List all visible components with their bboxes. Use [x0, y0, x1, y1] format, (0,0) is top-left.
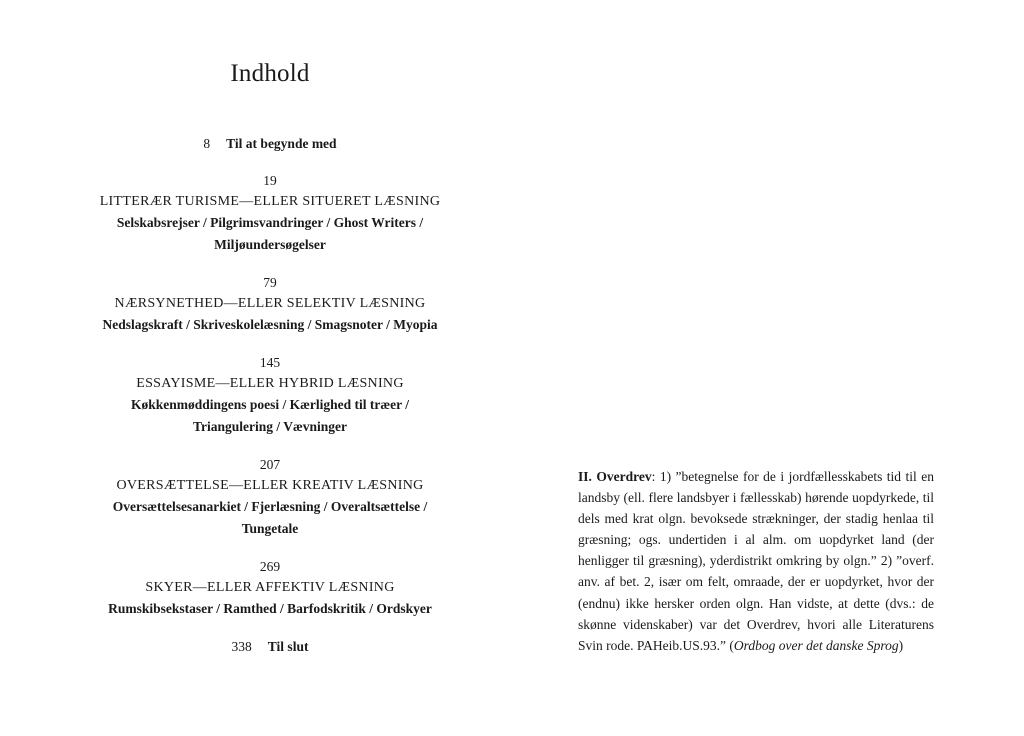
toc-section-1[interactable]	[60, 171, 480, 255]
toc-entry-intro[interactable]	[60, 136, 480, 152]
toc-section-page: 79	[263, 275, 277, 290]
definition-close: )	[898, 637, 904, 653]
toc-section-subtopics: Selskabsrejser / Pilgrimsvandringer / Ghost Writers / Miljøundersøgelser	[116, 215, 424, 252]
toc-section-2[interactable]	[60, 273, 480, 336]
toc-section-page: 19	[263, 173, 277, 188]
toc-title: Indhold	[230, 60, 310, 87]
toc-page	[60, 0, 480, 736]
toc-section-5[interactable]	[60, 557, 480, 620]
toc-section-heading: OVERSÆTTELSE—ELLER KREATIV LÆSNING	[116, 478, 424, 493]
toc-section-subtopics: Nedslagskraft / Skriveskolelæsning / Smagsnoter / Myopia	[102, 317, 438, 332]
toc-section-subtopics: Køkkenmøddingens poesi / Kærlighed til træer / Triangulering / Vævninger	[130, 397, 410, 434]
toc-section-subtopics: Rumskibsekstaser / Ramthed / Barfodskritik / Ordskyer	[108, 601, 432, 616]
toc-entry-outro[interactable]	[60, 639, 480, 655]
definition-source: Ordbog over det danske Sprog	[733, 637, 899, 653]
toc-section-heading: ESSAYISME—ELLER HYBRID LÆSNING	[136, 376, 404, 391]
toc-outro-page: 338	[231, 639, 252, 654]
definition-body: : 1) ”betegnelse for de i jordfællesskabets tid til en landsby (ell. flere landsbyer i fællesskab) hørende uopdyrkede, til dels med krat olgn. bevoksede strækninger, der stadig henlaa til græsning; ogs. undertiden i al alm. om uopdyrket land (der henligger til græsning), yderdistrikt omkring by olgn.” 2) ”overf. anv. af bet. 2, især om felt, omraade, der er uopdyrket, hvor der (endnu) ikke hersker orden olgn. Han vidste, at dette (dvs.: de skønne videnskaber) var det Overdrev, hvori alle Literaturens Svin rode. PAHeib.US.93.” (	[578, 469, 934, 653]
definition-block	[578, 466, 934, 656]
definition-term: II. Overdrev	[578, 469, 652, 484]
toc-outro-label: Til slut	[267, 639, 309, 654]
toc-intro-label: Til at begynde med	[226, 136, 337, 151]
toc-section-heading: NÆRSYNETHED—ELLER SELEKTIV LÆSNING	[114, 296, 426, 311]
toc-section-4[interactable]	[60, 455, 480, 539]
toc-section-page: 269	[259, 559, 281, 574]
toc-section-subtopics: Oversættelsesanarkiet / Fjerlæsning / Overaltsættelse / Tungetale	[112, 499, 428, 536]
toc-section-3[interactable]	[60, 353, 480, 437]
toc-section-page: 207	[259, 457, 281, 472]
toc-section-heading: LITTERÆR TURISME—ELLER SITUERET LÆSNING	[99, 194, 441, 209]
toc-intro-page: 8	[203, 136, 211, 151]
toc-section-heading: SKYER—ELLER AFFEKTIV LÆSNING	[145, 580, 395, 595]
toc-section-page: 145	[259, 355, 281, 370]
